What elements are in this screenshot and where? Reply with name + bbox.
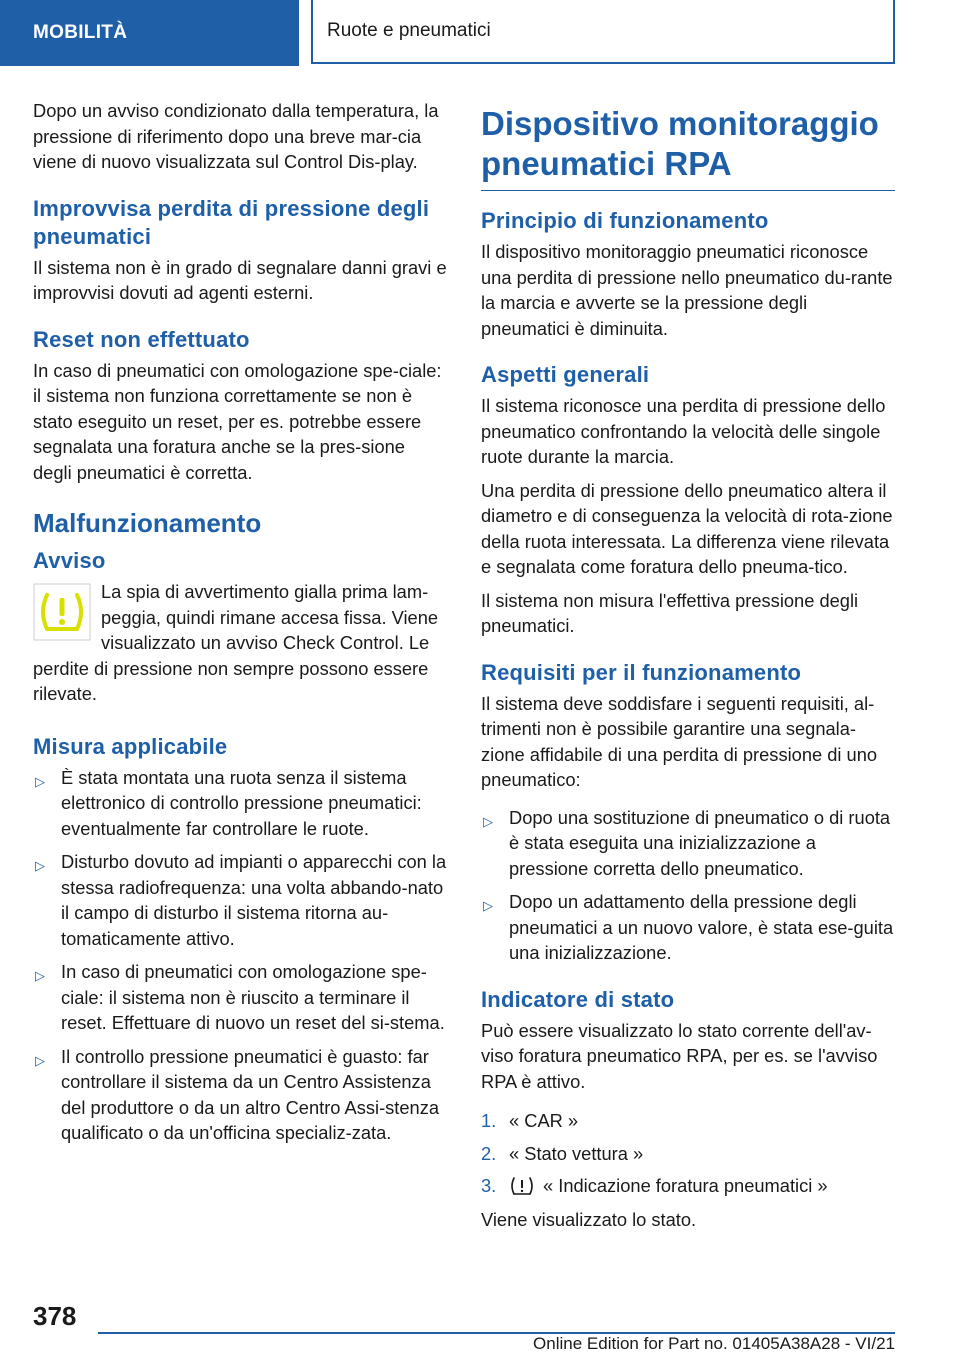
triangle-bullet-icon: ▷ [483, 898, 493, 913]
list-item: ▷ Dopo una sostituzione di pneumatico o di ruota è stata eseguita una inizializzazione a pressione corretta dello pneumatico. [483, 806, 891, 879]
status-text: Può essere visualizzato lo stato corrente dell'av-viso foratura pneumatico RPA, per es. se l'avviso RPA è attivo. [481, 1019, 878, 1092]
list-item: 3. « Indicazione foratura pneumatici » [481, 1175, 828, 1196]
list-item: ▷ Dopo un adattamento della pressione degli pneumatici a un nuovo valore, è stata ese-guita una inizializzazione. [483, 891, 894, 963]
general-paragraph: Il sistema riconosce una perdita di pressione dello pneumatico confrontando la velocità delle singole ruote durante la marcia. [481, 395, 886, 467]
page-title: Dispositivo monitoraggio pneumatici RPA [481, 104, 895, 191]
section-tab: MOBILITÀ [0, 0, 299, 66]
status-heading: Indicatore di stato [481, 986, 675, 1012]
requirements-list [481, 805, 895, 966]
page-header [0, 0, 960, 66]
triangle-bullet-icon: ▷ [483, 813, 493, 829]
list-item: ▷ Il controllo pressione pneumatici è guasto: far controllare il sistema da un Centro Assistenza del produttore o da un altro Centro Assi-stenza qualificato o da un'officina specializ-zata. [35, 1045, 440, 1143]
chapter-tab: Ruote e pneumatici [311, 0, 895, 64]
triangle-bullet-icon: ▷ [35, 858, 45, 873]
list-item: ▷ In caso di pneumatici con omologazione spe-ciale: il sistema non è riuscito a terminare il reset. Effettuare di nuovo un reset del si-stema. [35, 961, 445, 1033]
general-heading: Aspetti generali [481, 362, 650, 387]
status-steps [481, 1108, 895, 1199]
warning-heading: Avviso [33, 548, 106, 573]
malfunction-heading: Malfunzionamento [33, 508, 262, 538]
requirements-heading: Requisiti per il funzionamento [481, 659, 802, 685]
triangle-bullet-icon: ▷ [35, 1052, 45, 1068]
page-number: 378 [33, 1301, 77, 1331]
list-item: 2. « Stato vettura » [481, 1142, 644, 1164]
reset-heading: Reset non effettuato [33, 326, 250, 352]
principle-heading: Principio di funzionamento [481, 208, 769, 233]
intro-paragraph: Dopo un avviso condizionato dalla temperatura, la pressione di riferimento dopo una breve mar-cia viene di nuovo visualizzata sul Control Dis-play. [33, 100, 439, 172]
page-footer [0, 1290, 960, 1362]
reset-text: In caso di pneumatici con omologazione spe-ciale: il sistema non funziona correttamente se non è stato eseguito un reset, per es. potrebbe essere segnalata una foratura anche se la pres-sione degli pneumatici è corretta. [33, 359, 442, 483]
triangle-bullet-icon: ▷ [35, 968, 45, 983]
status-result: Viene visualizzato lo stato. [481, 1208, 697, 1230]
principle-text: Il dispositivo monitoraggio pneumatici riconosce una perdita di pressione nello pneumatico du-rante la marcia e avverte se la pressione degli pneumatici è diminuita. [481, 241, 893, 339]
left-column [33, 98, 447, 1154]
tyre-pressure-icon [509, 1176, 535, 1196]
list-item: ▷ È stata montata una ruota senza il sistema elettronico di controllo pressione pneumatici: eventualmente far controllare le ruote. [35, 766, 422, 839]
list-item: 1. « CAR » [481, 1110, 579, 1131]
measure-list [33, 765, 447, 1146]
measure-heading: Misura applicabile [33, 733, 228, 759]
general-paragraph: Il sistema non misura l'effettiva pressione degli pneumatici. [481, 589, 859, 636]
warning-text: La spia di avvertimento gialla prima lam-peggia, quindi rimane accesa fissa. Viene visualizzato un avviso Check Control. Le perdite di pressione non sempre possono essere rilevate. [33, 581, 439, 704]
sudden-loss-heading: Improvvisa perdita di pressione degli pneumatici [33, 195, 430, 249]
triangle-bullet-icon: ▷ [35, 773, 45, 789]
right-column [481, 104, 895, 1240]
warning-block [33, 579, 447, 707]
general-paragraph: Una perdita di pressione dello pneumatico altera il diametro e di conseguenza la velocità di rota-zione della ruota interessata. La differenza viene rilevata e segnalata come foratura dello pneuma-tico. [481, 479, 893, 577]
tyre-pressure-warning-icon [33, 583, 91, 641]
list-item: ▷ Disturbo dovuto ad impianti o apparecchi con la stessa radiofrequenza: una volta abbando-nato il campo di disturbo il sistema ritorna au-tomaticamente attivo. [35, 851, 447, 949]
sudden-loss-text: Il sistema non è in grado di segnalare danni gravi e improvvisi dovuti ad agenti esterni. [33, 256, 447, 303]
requirements-text: Il sistema deve soddisfare i seguenti requisiti, al-trimenti non è possibile garantire una segnala-zione affidabile di una perdita di pressione di uno pneumatico: [481, 692, 878, 790]
edition-label: Online Edition for Part no. 01405A38A28 - VI/21 [533, 1334, 895, 1353]
